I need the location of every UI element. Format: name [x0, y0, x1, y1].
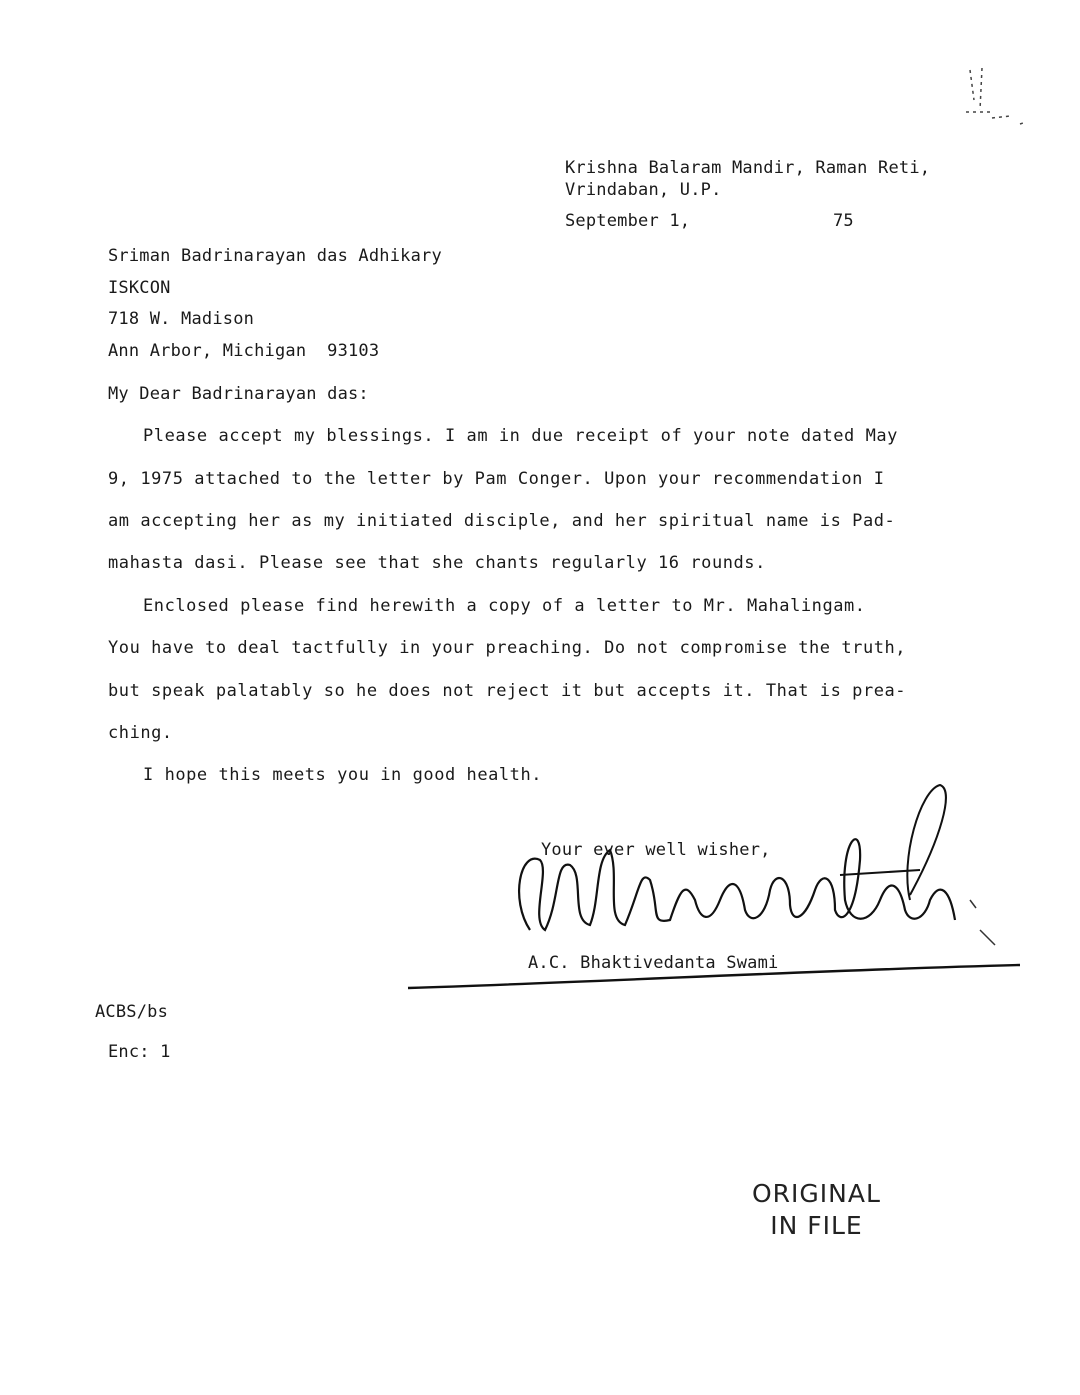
recipient-name: Sriman Badrinarayan das Adhikary — [108, 246, 442, 266]
body-line: Enclosed please find herewith a copy of a letter to Mr. Mahalingam. — [143, 596, 866, 616]
salutation: My Dear Badrinarayan das: — [108, 384, 369, 404]
body-line: You have to deal tactfully in your preaching. Do not compromise the truth, — [108, 638, 907, 658]
corner-mark — [930, 60, 1060, 140]
handwritten-signature — [500, 780, 1000, 970]
body-line: mahasta dasi. Please see that she chants regularly 16 rounds. — [108, 553, 766, 573]
letter-date-year: 75 — [833, 211, 854, 231]
original-in-file-stamp — [752, 1178, 881, 1242]
closing: Your ever well wisher, — [541, 840, 771, 860]
stamp-line1: ORIGINAL — [752, 1179, 881, 1208]
stamp-line2: IN FILE — [770, 1211, 863, 1240]
letterhead-address-line2: Vrindaban, U.P. — [565, 180, 722, 200]
body-line: but speak palatably so he does not reject it but accepts it. That is prea- — [108, 681, 907, 701]
body-line: I hope this meets you in good health. — [143, 765, 543, 785]
body-line: ching. — [108, 723, 173, 743]
recipient-city: Ann Arbor, Michigan 93103 — [108, 341, 380, 361]
body-line: am accepting her as my initiated disciple, and her spiritual name is Pad- — [108, 511, 896, 531]
body-line: Please accept my blessings. I am in due receipt of your note dated May — [143, 426, 898, 446]
enclosure-note: Enc: 1 — [108, 1042, 171, 1062]
signature-line — [400, 960, 1030, 996]
body-line: 9, 1975 attached to the letter by Pam Conger. Upon your recommendation I — [108, 469, 885, 489]
recipient-street: 718 W. Madison — [108, 309, 255, 329]
signature-name: A.C. Bhaktivedanta Swami — [528, 953, 779, 973]
letterhead-address-line1: Krishna Balaram Mandir, Raman Reti, — [565, 158, 931, 178]
reference-initials: ACBS/bs — [95, 1002, 169, 1022]
letter-date: September 1, — [565, 211, 691, 231]
recipient-org: ISKCON — [108, 278, 171, 298]
